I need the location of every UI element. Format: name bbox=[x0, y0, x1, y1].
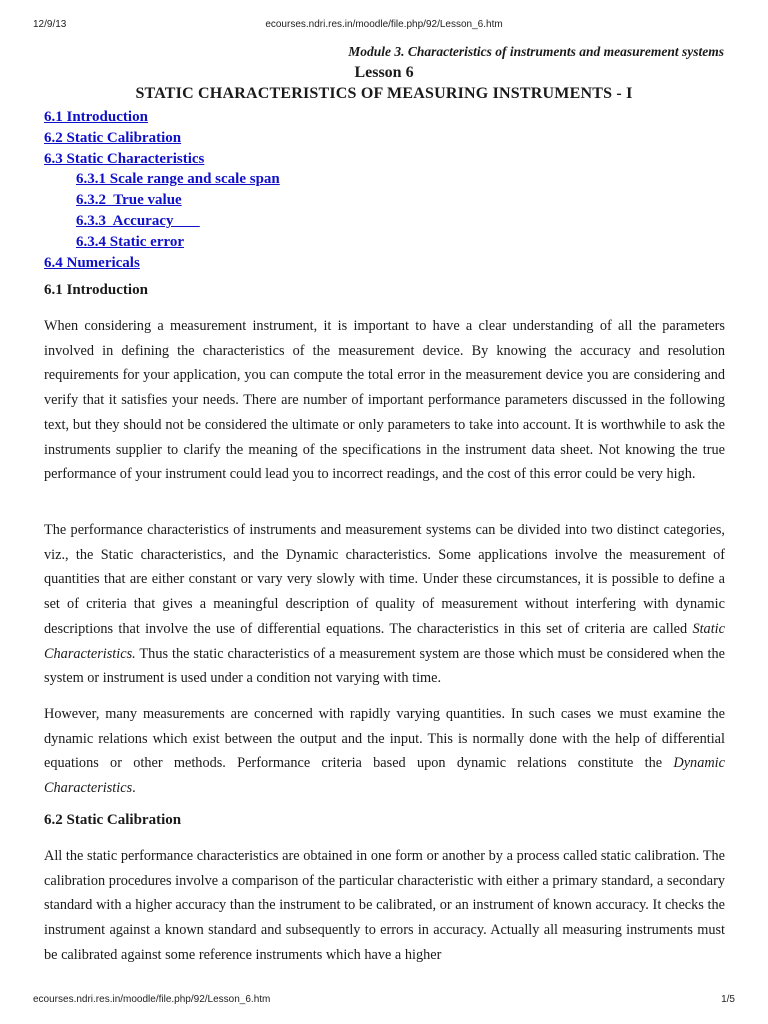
intro-paragraph-2 bbox=[44, 518, 725, 691]
toc-item bbox=[44, 149, 280, 170]
intro-p3-text-a: However, many measurements are concerned with rapidly varying quantities. In such cases we must examine the dynamic relations which exist between the output and the input. This is normally done with the help of differential equations or other methods. Performance criteria based upon dynamic relations constitute the bbox=[44, 706, 725, 772]
toc-link-static-characteristics[interactable]: 6.3 Static Characteristics bbox=[44, 150, 205, 167]
calibration-paragraph-1: All the static performance characteristics are obtained in one form or another by a process called static calibration. The calibration procedures involve a comparison of the particular characteristic with either a primary standard, a secondary standard with a higher accuracy than the instrument to be calibrated, or an instrument of known accuracy. It checks the instrument against a known standard and subsequently to errors in accuracy. Actually all measuring instruments must be calibrated against some reference instruments which have a higher bbox=[44, 848, 725, 963]
toc-item bbox=[44, 169, 280, 190]
toc-link-numericals[interactable]: 6.4 Numericals bbox=[44, 254, 140, 271]
toc-link-static-error[interactable]: 6.3.4 Static error bbox=[76, 233, 185, 250]
toc-link-scale-range[interactable]: 6.3.1 Scale range and scale span bbox=[76, 171, 280, 188]
toc-item bbox=[44, 128, 280, 149]
page-indicator: 1/5 bbox=[721, 994, 735, 1005]
toc-link-true-value[interactable]: 6.3.2 True value bbox=[76, 192, 182, 209]
section-heading-static-calibration: 6.2 Static Calibration bbox=[44, 812, 182, 828]
print-url-footer: ecourses.ndri.res.in/moodle/file.php/92/Lesson_6.htm bbox=[33, 994, 271, 1005]
intro-paragraph-1: When considering a measurement instrument, it is important to have a clear understanding of all the parameters involved in defining the characteristics of the measurement device. By knowing the accuracy and resolution requirements for your application, you can compute the total error in the measurement device you are considering and verify that it satisfies your needs. There are number of important performance parameters discussed in the following text, but they should not be considered the ultimate or only parameters to take into account. It is worthwhile to ask the instruments supplier to clarify the meaning of the specifications in the instrument data sheet. Not knowing the true performance of your instrument could lead you to incorrect readings, and the cost of this error could be very high. bbox=[44, 318, 725, 483]
toc-item bbox=[44, 253, 280, 274]
table-of-contents bbox=[44, 107, 280, 273]
toc-link-accuracy[interactable]: 6.3.3 Accuracy bbox=[76, 212, 200, 229]
intro-p3-text-b: . bbox=[132, 780, 136, 797]
intro-paragraph-3 bbox=[44, 702, 725, 801]
toc-item bbox=[44, 190, 280, 211]
module-title: Module 3. Characteristics of instruments and measurement systems bbox=[348, 44, 724, 59]
print-date: 12/9/13 bbox=[33, 19, 67, 30]
toc-link-static-calibration[interactable]: 6.2 Static Calibration bbox=[44, 129, 182, 146]
toc-item bbox=[44, 211, 280, 232]
page-title: STATIC CHARACTERISTICS OF MEASURING INSTRUMENTS - I bbox=[135, 85, 633, 102]
intro-p2-emphasis: Static Characteristics. bbox=[44, 620, 725, 662]
toc-link-introduction[interactable]: 6.1 Introduction bbox=[44, 109, 148, 125]
intro-p3-emphasis: Dynamic Characteristics bbox=[44, 755, 725, 797]
lesson-number: Lesson 6 bbox=[354, 64, 414, 81]
toc-item bbox=[44, 232, 280, 253]
toc-item bbox=[44, 107, 280, 128]
section-heading-introduction: 6.1 Introduction bbox=[44, 282, 148, 298]
print-url-header: ecourses.ndri.res.in/moodle/file.php/92/Lesson_6.htm bbox=[265, 19, 503, 30]
intro-p2-text-b: Thus the static characteristics of a measurement system are those which must be considered when the system or instrument is used under a condition not varying with time. bbox=[44, 645, 725, 687]
intro-p2-text-a: The performance characteristics of instruments and measurement systems can be divided into two distinct categories, viz., the Static characteristics, and the Dynamic characteristics. Some applications involve the measurement of quantities that are either constant or vary very slowly with time. Under these circumstances, it is possible to define a set of criteria that gives a meaningful description of quality of measurement without interfering with dynamic descriptions that involve the use of differential equations. The characteristics in this set of criteria are called bbox=[44, 522, 725, 637]
